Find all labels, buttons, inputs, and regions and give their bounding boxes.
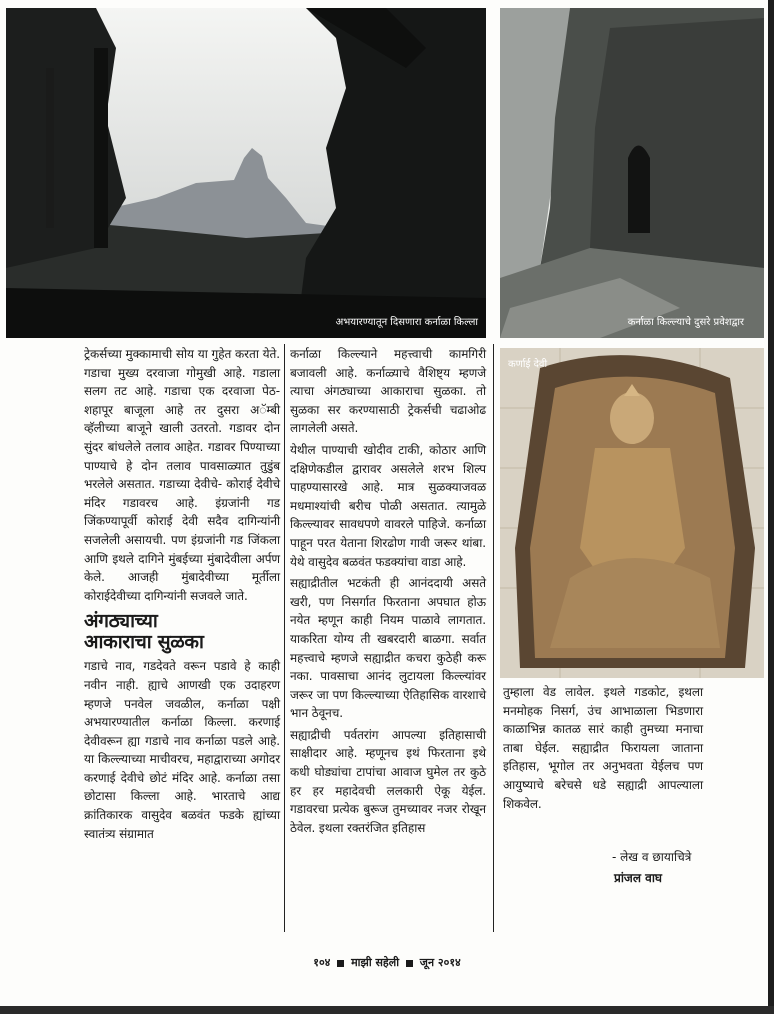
section-heading (84, 611, 280, 653)
credit-author-name: प्रांजल वाघ (614, 871, 663, 885)
author-credit (612, 847, 691, 889)
credit-label: - लेख व छायाचित्रे (612, 850, 692, 864)
photo-3-caption: कर्णाई देवी (508, 359, 548, 370)
photo-1-image (6, 8, 486, 338)
photo-1-caption: अभयारण्यातून दिसणारा कर्नाळा किल्ला (335, 317, 478, 328)
photo-karnai-devi (500, 348, 764, 678)
col2-paragraph-1: कर्नाळा किल्ल्याने महत्त्वाची कामगिरी बजावली आहे. कर्नाळ्याचे वैशिष्ट्य म्हणजे त्याचा अंगठ्याच्या आकाराचा सुळका. तो सुळका सर करण्यासाठी ट्रेकर्सची चढाओढ लागलेली असते. (290, 347, 486, 436)
photo-2-caption: कर्नाळा किल्ल्याचे दुसरे प्रवेशद्वार (627, 317, 744, 328)
separator-square-icon (337, 960, 344, 967)
col1-paragraph-2: गडाचे नाव, गडदेवते वरून पडावे हे काही नवीन नाही. ह्याचे आणखी एक उदाहरण म्हणजे पनवेल जवळील, कर्नाळा पक्षी अभयारण्यातील कर्नाळा किल्ला. करणाई देवीवरून ह्या गडाचे नाव कर्नाळा पडले आहे. या किल्ल्याच्या माचीवरच, महाद्वाराच्या अगोदर करणाई देवीचे छोटं मंदिर आहे. कर्नाळा तसा छोटासा किल्ला आहे. भारताचे आद्य क्रांतिकारक वासुदेव बळवंत फडके ह्यांच्या स्वातंत्र्य संग्रामात (84, 659, 280, 841)
photo-2-image (500, 8, 764, 338)
issue-date: जून २०१४ (419, 956, 461, 969)
col2-paragraph-3: सह्याद्रीतील भटकंती ही आनंददायी असते खरी, पण निसर्गात फिरताना अपघात होऊ नयेत म्हणून काही नियम पाळावे लागतात. याकरिता योग्य ती खबरदारी बाळगा. सर्वात महत्त्वाचे म्हणजे सह्याद्रीत कचरा कुठेही करू नका. पावसाचा आनंद लुटायला किल्ल्यांवर जरूर जा पण किल्ल्याच्या ऐतिहासिक वारशाचे भान ठेवूनच. (290, 576, 486, 721)
article-column-2 (290, 345, 486, 840)
article-column-1 (84, 345, 280, 846)
magazine-name: माझी सहेली (351, 956, 400, 969)
section-heading-line-1: अंगठ्याच्या (84, 610, 158, 633)
photo-karnala-fort-from-sanctuary (6, 8, 486, 338)
scan-border-right (768, 0, 774, 1014)
separator-square-icon (406, 960, 413, 967)
col3-paragraph-1: तुम्हाला वेड लावेल. इथले गडकोट, इथला मनमोहक निसर्ग, उंच आभाळाला भिडणारा काळाभिन्न कातळ सारं काही तुमच्या मनाचा ताबा घेईल. सह्याद्रीत फिरायला जाताना इतिहास, भूगोल तर अनुभवता येईलच पण आयुष्याचे बरेचसे धडे सह्याद्री आपल्याला शिकवेल. (503, 685, 703, 811)
col1-paragraph-1: ट्रेकर्सच्या मुक्कामाची सोय या गुहेत करता येते. गडाचा मुख्य दरवाजा गोमुखी आहे. गडाला सलग तट आहे. गडाचा एक दरवाजा पेठ-शहापूर बाजूला आहे तर दुसरा अॅम्बी व्हॅलीच्या बाजूने खाली उतरतो. गडावर दोन सुंदर बांधलेले तलाव आहेत. गडावर पिण्याच्या पाण्याचे हे दोन तलाव पावसाळ्यात तुडुंब भरलेले असतात. गडाच्या देवीचे- कोराई देवीचे मंदिर गडावरच आहे. इंग्रजांनी गड जिंकण्यापूर्वी कोराई देवी सदैव दागिन्यांनी सजलेली असायची. पण इंग्रजांनी गड जिंकला आणि इथले दागिने मुंबईच्या मुंबादेवीला अर्पण केले. आजही मुंबादेवीच्या मूर्तीला कोराईदेवीच्या दागिन्यांनी सजवले जाते. (84, 347, 280, 603)
col2-paragraph-2: येथील पाण्याची खोदीव टाकी, कोठार आणि दक्षिणेकडील द्वारावर असलेले शरभ शिल्प पाहण्यासारखे आहे. मात्र सुळक्याजवळ मधमाश्यांची बरीच पोळी असतात. त्यामुळे किल्ल्यावर सावधपणे वावरले पाहिजे. कर्नाळा पाहून परत येताना शिरढोण गावी जरूर थांबा. येथे वासुदेव बळवंत फडक्यांचा वाडा आहे. (290, 442, 486, 569)
column-divider-1 (284, 344, 285, 932)
article-column-3 (503, 683, 703, 816)
section-heading-line-2: आकाराचा सुळका (84, 631, 204, 654)
scan-border-bottom (0, 1006, 774, 1014)
page-number: १०४ (313, 956, 331, 969)
page-footer (0, 955, 774, 970)
photo-karnala-second-gate (500, 8, 764, 338)
col2-paragraph-4: सह्याद्रीची पर्वतरांग आपल्या इतिहासाची साक्षीदार आहे. म्हणूनच इथं फिरताना इथे कधी घोड्यांचा टापांचा आवाज घुमेल तर कुठे हर हर महादेवची ललकारी ऐकू येईल. गडावरचा प्रत्येक बुरूज तुमच्यावर नजर रोखून ठेवेल. इथला रक्तरंजित इतिहास (290, 727, 486, 835)
photo-3-image (500, 348, 764, 678)
column-divider-2 (493, 344, 494, 932)
